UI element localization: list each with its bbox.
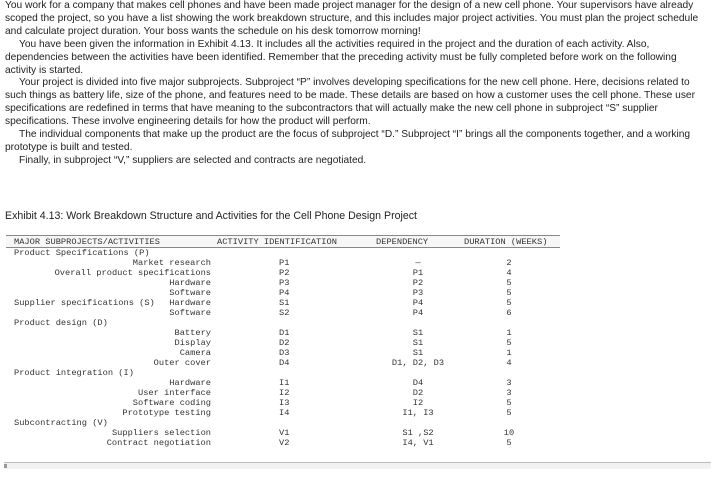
activity-duration: 5: [506, 298, 512, 308]
activity-name: Hardware: [169, 298, 211, 308]
table-body: [6, 248, 560, 448]
header-activity-id: ACTIVITY IDENTIFICATION: [217, 237, 337, 247]
activity-duration: 5: [506, 398, 512, 408]
activity-name: Software coding: [132, 398, 211, 408]
table-group-row: [6, 368, 560, 378]
activity-id: P4: [279, 288, 290, 298]
activity-duration: 2: [506, 258, 512, 268]
subproject-label: Product Specifications (P): [14, 248, 150, 258]
activity-id: V2: [279, 438, 290, 448]
activity-dependency: P4: [412, 298, 424, 308]
activity-duration: 3: [506, 388, 512, 398]
activity-dependency: D4: [412, 378, 424, 388]
activity-id: S1: [279, 298, 290, 308]
activity-duration: 6: [506, 308, 512, 318]
table-row: [6, 408, 560, 418]
activity-dependency: D2: [412, 388, 424, 398]
paragraph-subprojects: Your project is divided into five major subprojects. Subproject “P” involves developing specifications for the new cell phone. Here, decisions related to such things as battery life, size of the phone, and features need to be made. These details are based on how a customer uses the cell phone. These user specifications are redefined in terms that have meaning to the subcontractors that will actually make the new cell phone in subproject “S” supplier specifications. These involve engineering details for how the product will perform.: [5, 77, 695, 128]
activity-id: I3: [279, 398, 290, 408]
table-group-row: [6, 318, 560, 328]
wbs-table: [6, 235, 560, 448]
activity-dependency: P4: [412, 308, 424, 318]
activity-name: Battery: [174, 328, 211, 338]
table-row: [6, 278, 560, 288]
activity-id: I2: [279, 388, 290, 398]
table-header: [6, 235, 560, 248]
activity-name: Outer cover: [153, 358, 211, 368]
activity-name: Contract negotiation: [106, 438, 211, 448]
activity-duration: 5: [506, 438, 512, 448]
table-row: [6, 338, 560, 348]
subproject-label: Supplier specifications (S): [14, 298, 155, 308]
table-group-row: [6, 418, 560, 428]
table-row: [6, 428, 560, 438]
table-row: [6, 438, 560, 448]
activity-duration: 5: [506, 278, 512, 288]
activity-id: D3: [279, 348, 290, 358]
activity-dependency: S1 ,S2: [402, 428, 434, 438]
activity-duration: 1: [506, 328, 512, 338]
activity-id: D4: [279, 358, 290, 368]
table-row: [6, 388, 560, 398]
activity-duration: 4: [506, 268, 512, 278]
activity-id: S2: [279, 308, 290, 318]
header-activities: MAJOR SUBPROJECTS/ACTIVITIES: [14, 237, 160, 247]
activity-id: D2: [279, 338, 290, 348]
paragraph-components: The individual components that make up the product are the focus of subproject “D.” Subproject “I” brings all the components together, and a working prototype is built and tested.: [5, 129, 691, 153]
activity-dependency: D1, D2, D3: [391, 358, 445, 368]
activity-dependency: I2: [412, 398, 424, 408]
activity-name: Overall product specifications: [54, 268, 211, 278]
activity-duration: 3: [506, 378, 512, 388]
exhibit-title: Exhibit 4.13: Work Breakdown Structure and Activities for the Cell Phone Design Project: [5, 210, 417, 222]
header-duration: DURATION (WEEKS): [464, 237, 548, 247]
activity-dependency: —: [415, 258, 421, 268]
activity-name: Hardware: [169, 378, 211, 388]
header-dependency: DEPENDENCY: [376, 237, 429, 247]
table-row: [6, 288, 560, 298]
activity-name: Software: [169, 308, 211, 318]
table-row: [6, 328, 560, 338]
activity-duration: 10: [503, 428, 515, 438]
table-row: [6, 308, 560, 318]
activity-duration: 5: [506, 288, 512, 298]
scrollbar-thumb[interactable]: [4, 464, 7, 468]
problem-text: [0, 0, 712, 168]
activity-id: I4: [279, 408, 290, 418]
horizontal-scrollbar[interactable]: [4, 462, 711, 469]
activity-dependency: P3: [412, 288, 424, 298]
table-row: [6, 268, 560, 278]
activity-id: P1: [279, 258, 290, 268]
activity-dependency: S1: [412, 328, 424, 338]
table-group-row: [6, 248, 560, 258]
activity-name: Camera: [179, 348, 211, 358]
activity-id: I1: [279, 378, 290, 388]
activity-id: P2: [279, 268, 290, 278]
activity-id: D1: [279, 328, 290, 338]
activity-name: Market research: [132, 258, 211, 268]
activity-dependency: P2: [412, 278, 424, 288]
activity-duration: 5: [506, 408, 512, 418]
table-row: [6, 348, 560, 358]
table-row: [6, 378, 560, 388]
activity-name: Hardware: [169, 278, 211, 288]
table-row: [6, 398, 560, 408]
activity-dependency: S1: [412, 348, 424, 358]
activity-dependency: S1: [412, 338, 424, 348]
paragraph-suppliers: Finally, in subproject “V,” suppliers are selected and contracts are negotiated.: [19, 154, 367, 166]
activity-name: Display: [174, 338, 211, 348]
subproject-label: Subcontracting (V): [14, 418, 108, 428]
activity-name: Suppliers selection: [111, 428, 211, 438]
activity-name: Prototype testing: [122, 408, 211, 418]
activity-id: V1: [279, 428, 290, 438]
activity-dependency: I4, V1: [402, 438, 434, 448]
table-row: [6, 258, 560, 268]
activity-duration: 1: [506, 348, 512, 358]
table-row: [6, 298, 560, 308]
table-row: [6, 358, 560, 368]
paragraph-intro: You work for a company that makes cell phones and have been made project manager for the design of a new cell phone. Your supervisors have already scoped the project, so you have a list showing the work breakdown structure, and this includes major project activities. You must plan the project schedule and calculate project duration. Your boss wants the schedule on his desk tomorrow morning!: [5, 0, 699, 37]
activity-name: Software: [169, 288, 211, 298]
paragraph-exhibit-info: You have been given the information in Exhibit 4.13. It includes all the activities required in the project and the duration of each activity. Also, dependencies between the activities have been identified. Remember that the preceding activity must be fully completed before work on the following activity is started.: [5, 38, 677, 76]
activity-dependency: P1: [412, 268, 424, 278]
activity-duration: 5: [506, 338, 512, 348]
activity-name: User interface: [138, 388, 211, 398]
subproject-label: Product design (D): [14, 318, 108, 328]
activity-id: P3: [279, 278, 290, 288]
subproject-label: Product integration (I): [14, 368, 134, 378]
activity-duration: 4: [506, 358, 512, 368]
activity-dependency: I1, I3: [402, 408, 434, 418]
